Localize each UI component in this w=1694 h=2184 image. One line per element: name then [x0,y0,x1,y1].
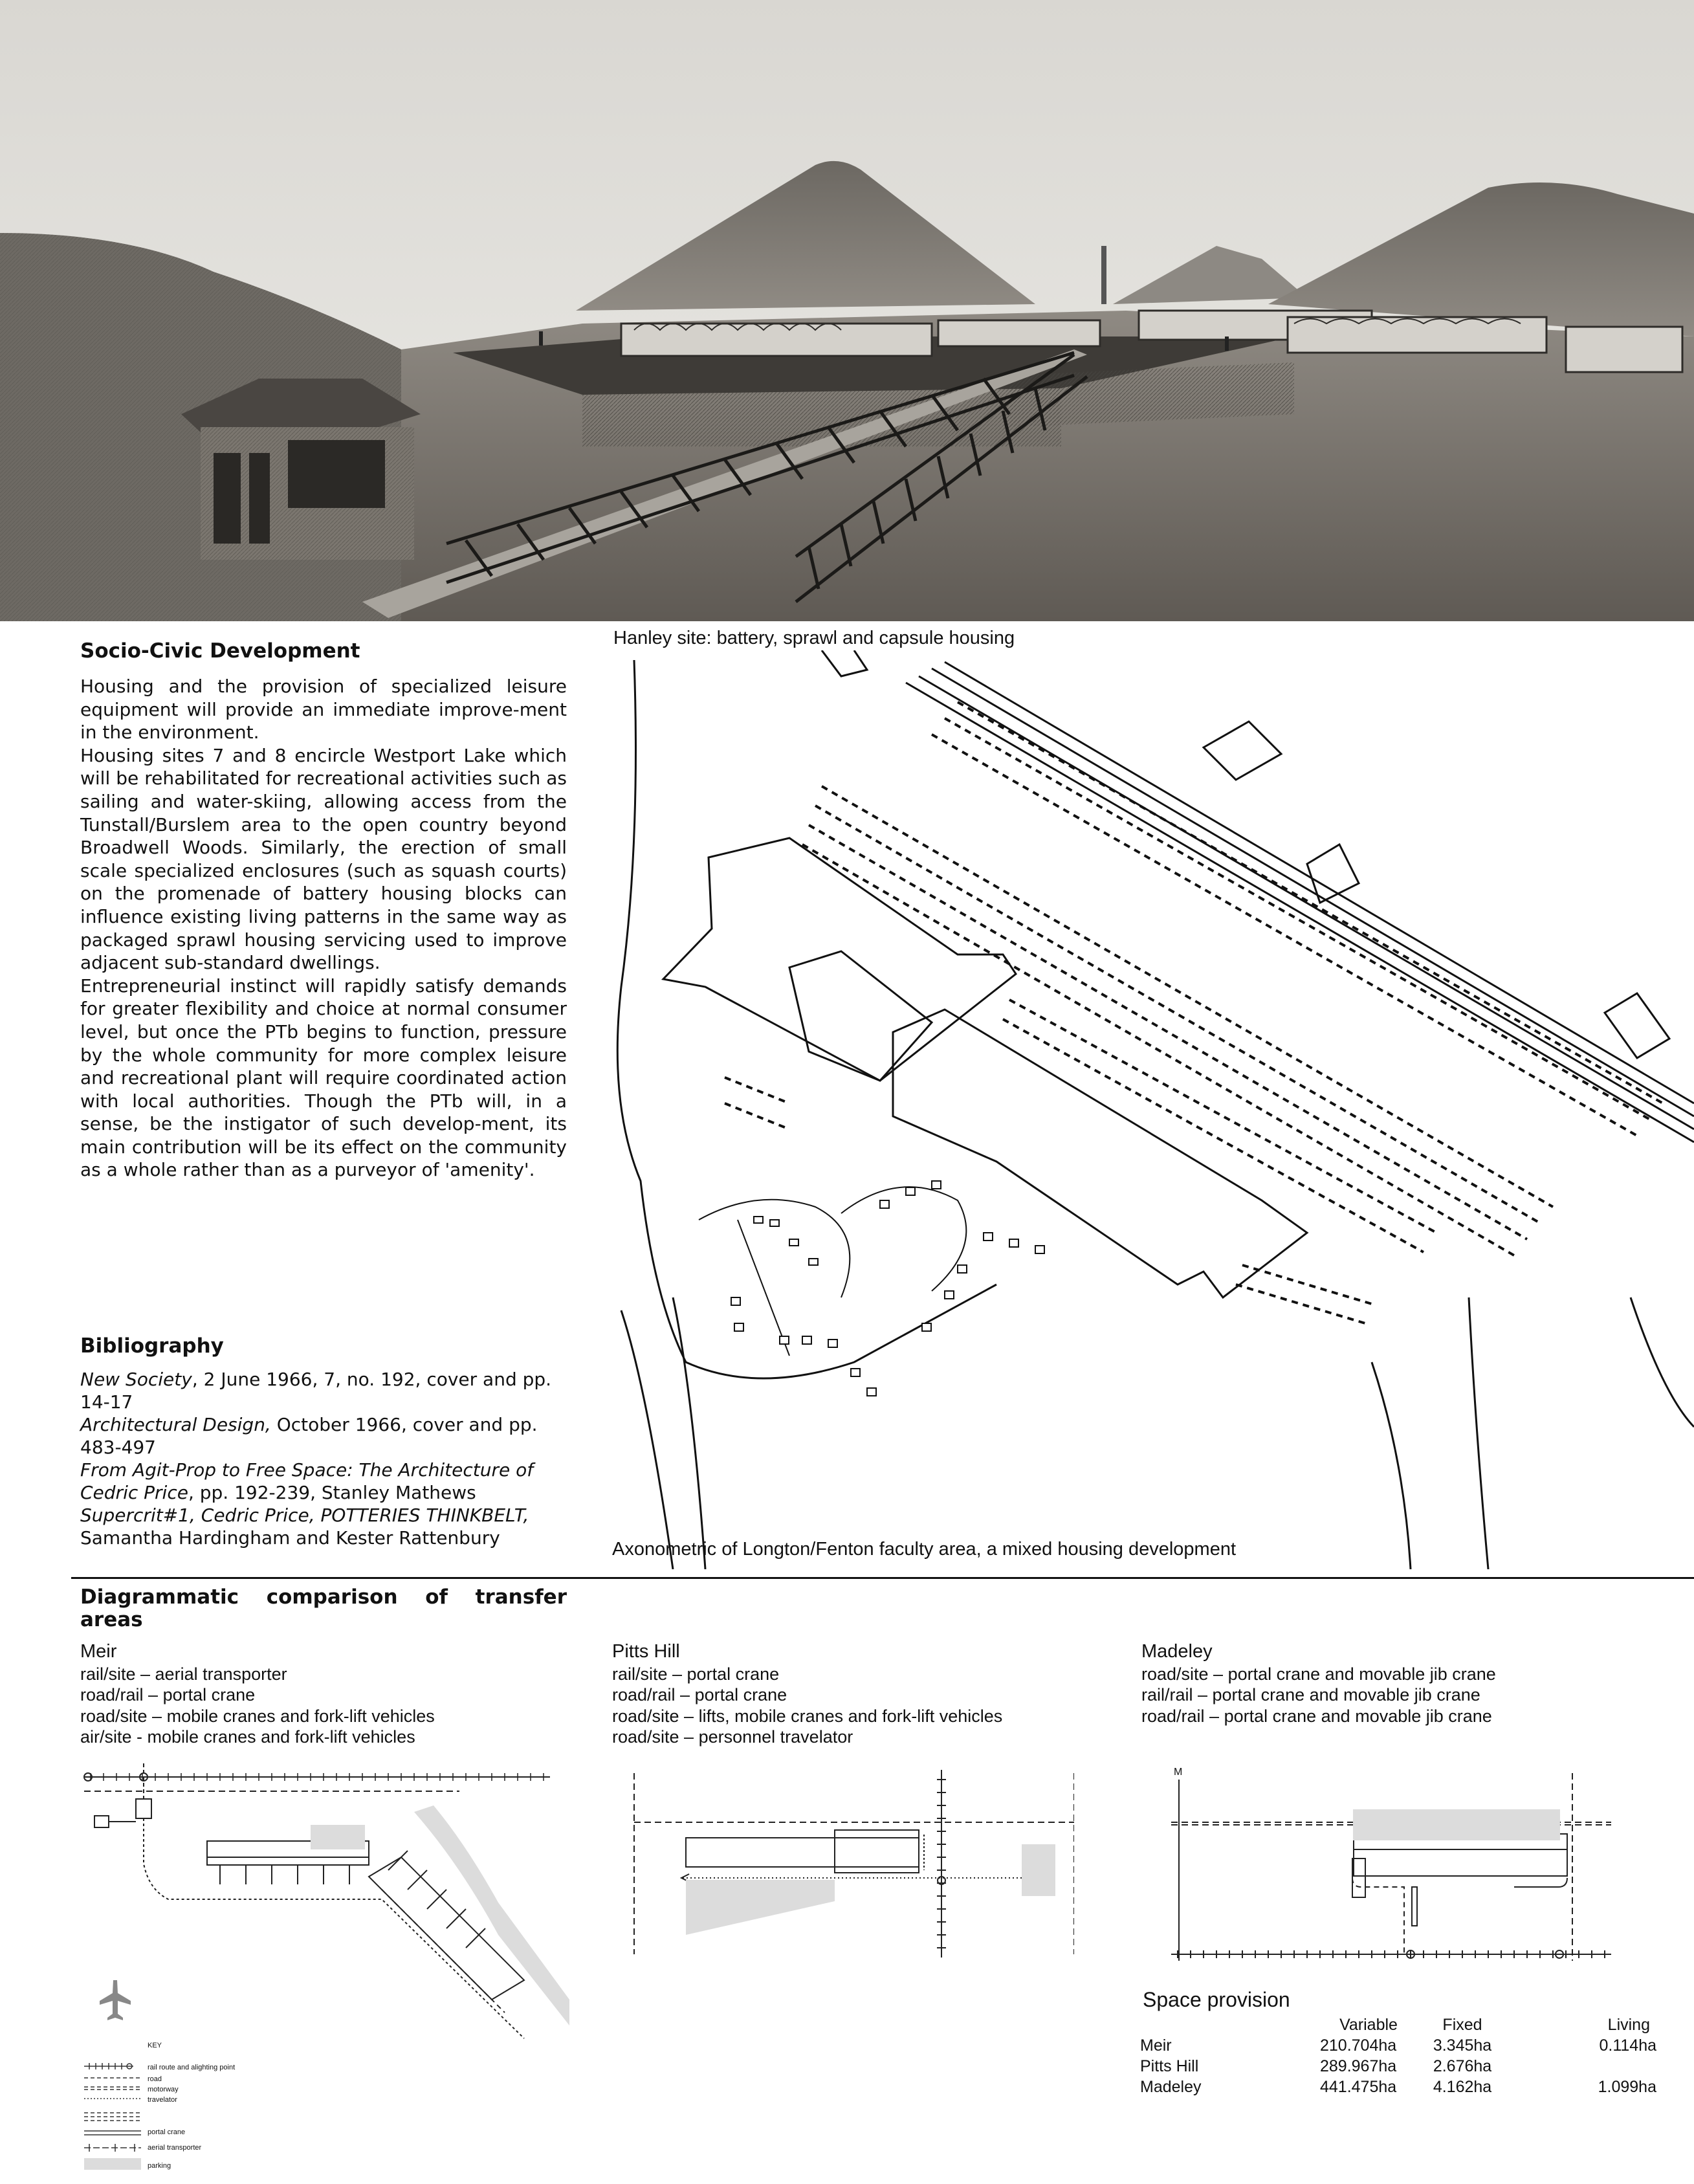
meir-name: Meir [80,1641,117,1662]
bib-title: New Society [80,1369,192,1390]
bibliography-entry [80,1413,567,1459]
landscape-photograph [0,0,1694,621]
space-living [1508,2056,1656,2077]
meir-diagram [71,1760,576,2045]
transfer-title: Diagrammatic comparison of transfer areas [80,1585,567,1631]
pitts-name: Pitts Hill [612,1641,680,1662]
diagram-key [83,2042,316,2184]
building-top [1204,722,1281,780]
bib-details: October 1966, cover and pp. 483-497 [80,1414,538,1458]
bibliography-entry [80,1504,567,1549]
space-variable: 441.475ha [1320,2077,1397,2096]
key-item: portal crane [148,2128,186,2136]
bibliography-entry [80,1459,567,1504]
pitts-column [612,1641,1002,1748]
space-table-header [1140,2014,1656,2035]
madeley-parking [1353,1809,1560,1840]
madeley-column [1141,1641,1496,1726]
madeley-name: Madeley [1141,1641,1213,1662]
space-header: Living [1607,2015,1650,2034]
pitts-line: road/site – lifts, mobile cranes and fork-lift vehicles [612,1706,1003,1726]
madeley-line: road/site – portal crane and movable jib crane [1141,1664,1496,1684]
madeley-line: rail/rail – portal crane and movable jib crane [1141,1685,1480,1704]
space-row [1140,2035,1656,2056]
chimney [1101,246,1106,304]
space-header: Fixed [1442,2015,1482,2034]
axonometric-plan-svg [595,650,1694,1569]
key-item: parking [148,2162,171,2170]
plan-caption-top: Hanley site: battery, sprawl and capsule housing [613,628,1015,648]
key-item: aerial transporter [148,2144,202,2152]
pitts-line: road/site – personnel travelator [612,1727,853,1747]
building-top [822,650,867,676]
socio-civic-body [80,675,567,1182]
photo-collage-svg [0,0,1694,621]
pitts-diagram [621,1767,1074,1961]
airport-plane-icon [100,1980,131,2020]
space-provision-title: Space provision [1143,1988,1290,2011]
space-fixed: 3.345ha [1433,2036,1492,2055]
key-item: rail route and alighting point [148,2064,236,2071]
socio-civic-paragraph: Entrepreneurial instinct will rapidly satisfy demands for greater flexibility and choice at normal consumer level, but once the PTb begins to function, pressure by the whole community for more complex leisure and recreational plant will require coordinated action with local authorities. Though the PTb will, in a sense, be the instigator of such develop-ment, its main contribution will be its effect on the community as a whole rather than as a purveyor of 'amenity'. [80,975,567,1181]
space-fixed: 2.676ha [1433,2057,1492,2075]
bibliography-title: Bibliography [80,1334,224,1358]
space-variable: 289.967ha [1320,2057,1397,2075]
section-divider [71,1577,1694,1579]
axonometric-plan [595,650,1694,1569]
madeley-line: road/rail – portal crane and movable jib crane [1141,1706,1492,1726]
socio-civic-paragraph: Housing and the provision of specialized leisure equipment will provide an immediate improve-ment in the environment. [80,676,567,744]
meir-line: air/site - mobile cranes and fork-lift vehicles [80,1727,415,1747]
bib-title: From Agit-Prop to Free Space: The Architecture of Cedric Price [80,1459,534,1503]
meir-column [80,1641,435,1748]
pitts-diagram-svg [621,1767,1074,1961]
space-row-name: Meir [1140,2036,1172,2055]
sprawl-housing-rows [725,702,1663,1323]
space-variable: 210.704ha [1320,2036,1397,2055]
socio-civic-title: Socio-Civic Development [80,639,360,663]
space-row [1140,2056,1656,2077]
meir-line: rail/site – aerial transporter [80,1664,287,1684]
madeley-diagram-drawn [1165,1767,1618,1974]
meir-line: road/site – mobile cranes and fork-lift vehicles [80,1706,435,1726]
meir-diagram-svg [71,1760,576,2045]
madeley-marker: M [1174,1767,1183,1778]
key-item: travelator [148,2096,177,2104]
bib-details: , 2 June 1966, 7, no. 192, cover and pp. 14-17 [80,1369,552,1413]
space-provision-table [1140,2014,1656,2097]
socio-civic-paragraph: Housing sites 7 and 8 encircle Westport Lake which will be rehabilitated for recreational activities such as sailing and water-skiing, allowing access from the Tunstall/Burslem area to the open country beyond Broadwell Woods. Similarly, the erection of small scale specialized enclosures (such as squash courts) on the promenade of battery housing blocks can influence existing living patterns in the same way as packaged sprawl housing servicing used to improve adjacent sub-standard dwellings. [80,744,567,974]
space-fixed: 4.162ha [1433,2077,1492,2096]
space-living: 0.114ha [1599,2036,1656,2055]
key-item: motorway [148,2086,179,2093]
space-header: Variable [1339,2015,1398,2034]
meir-line: road/rail – portal crane [80,1685,256,1704]
space-living: 1.099ha [1598,2077,1656,2096]
space-header-blank [1140,2014,1320,2035]
key-item: road [148,2075,162,2083]
bib-details: , pp. 192-239, Stanley Mathews [188,1482,476,1503]
bibliography-list [80,1368,567,1549]
space-row [1140,2077,1656,2097]
space-row-name: Pitts Hill [1140,2057,1199,2075]
site-boundary [617,660,996,1378]
key-title: KEY [148,2042,162,2049]
space-row-name: Madeley [1140,2077,1202,2096]
stone-hut [181,379,421,560]
key-symbols-svg [83,2061,148,2184]
capsule-houses [731,1181,1044,1396]
plan-caption-bottom: Axonometric of Longton/Fenton faculty area, a mixed housing development [612,1539,1237,1560]
building-top [1605,993,1669,1058]
battery-housing-block [789,951,932,1081]
battery-housing-block [663,838,1016,1081]
bib-title: Architectural Design, [80,1414,271,1435]
pitts-line: road/rail – portal crane [612,1685,787,1704]
bib-details: Samantha Hardingham and Kester Rattenbury [80,1527,500,1549]
bibliography-entry [80,1368,567,1413]
bib-title: Supercrit#1, Cedric Price, POTTERIES THINKBELT, [80,1505,529,1526]
pitts-line: rail/site – portal crane [612,1664,780,1684]
